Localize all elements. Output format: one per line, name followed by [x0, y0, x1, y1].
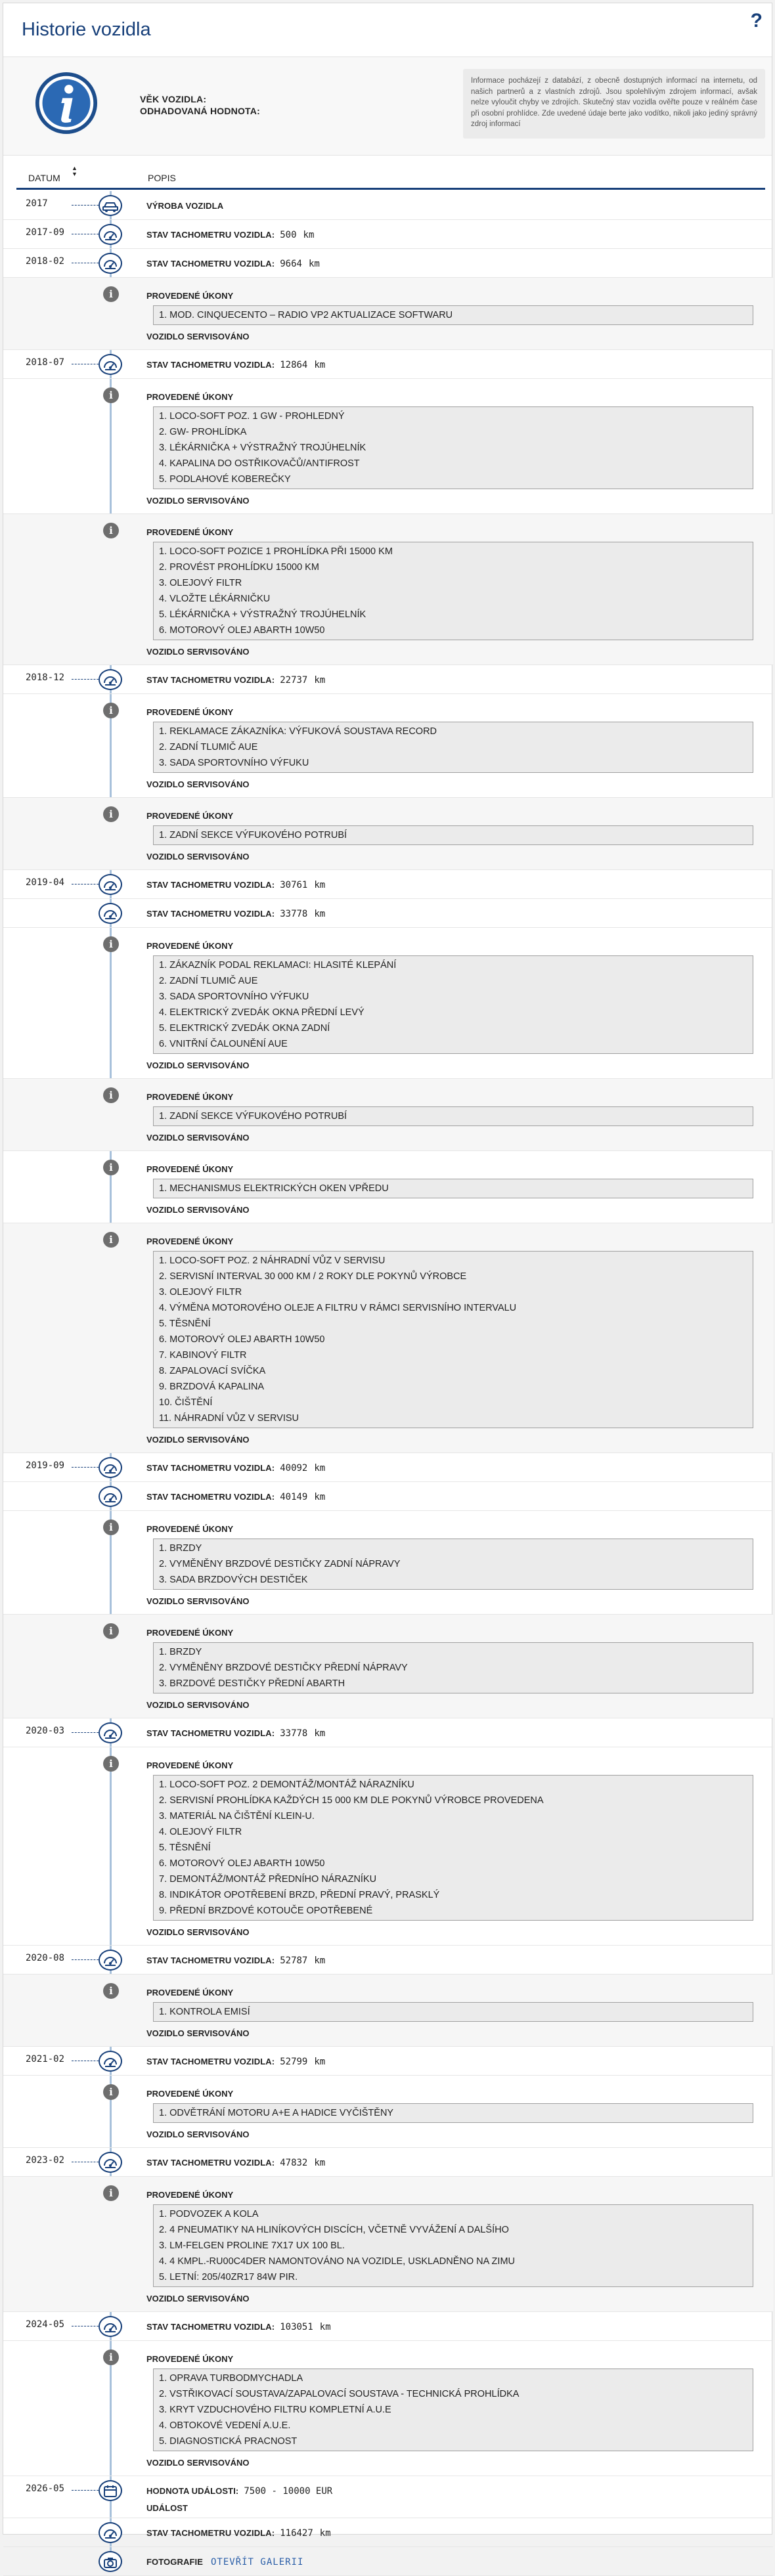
odometer-label: STAV TACHOMETRU VOZIDLA:: [146, 2528, 275, 2538]
odometer-value: 9664: [280, 259, 302, 269]
service-items-list: [153, 305, 753, 325]
service-item: 3. SADA SPORTOVNÍHO VÝFUKU: [159, 758, 309, 768]
sort-icon[interactable]: ▲ ▼: [72, 165, 78, 177]
odometer-value: 116427: [280, 2528, 313, 2539]
service-title: PROVEDENÉ ÚKONY: [146, 527, 234, 537]
service-item: 1. ZADNÍ SEKCE VÝFUKOVÉHO POTRUBÍ: [159, 1111, 347, 1122]
odometer-label: STAV TACHOMETRU VOZIDLA:: [146, 360, 275, 370]
odometer-value: 500: [280, 230, 297, 240]
service-item: 1. LOCO-SOFT POZ. 2 DEMONTÁŽ/MONTÁŽ NÁRAZNÍKU: [159, 1779, 414, 1790]
odometer-unit: km: [314, 1955, 326, 1966]
date-column-header[interactable]: DATUM: [28, 173, 60, 183]
odometer-unit: km: [314, 1463, 326, 1474]
row-content: [146, 908, 760, 919]
service-row: [3, 1223, 773, 1453]
info-icon: i: [103, 1623, 119, 1639]
service-item: 5. DIAGNOSTICKÁ PRACNOST: [159, 2436, 298, 2447]
date-connector: [72, 1959, 102, 1960]
service-footer: VOZIDLO SERVISOVÁNO: [146, 1133, 250, 1143]
service-row: [3, 1079, 773, 1151]
disclaimer-text: Informace pocházejí z databází, z obecně dostupných informací na internetu, od našich partnerů a z vlastních zdrojů. Jsou spolehlivým zdrojem informací, avšak nelze vyloučit chyby ve zdrojích. Skutečný stav vozidla ověřte pouze v reálném čase při osobní prohlídce. Zde uvedené údaje berte jako vodítko, nikoli jako jediný správný zdroj informací: [463, 69, 765, 139]
service-item: 7. KABINOVÝ FILTR: [159, 1350, 247, 1361]
service-items-list: [153, 2103, 753, 2123]
service-item: 1. LOCO-SOFT POZ. 1 GW - PROHLEDNÝ: [159, 411, 345, 422]
odometer-row: [3, 870, 773, 899]
timeline-marker: [99, 1457, 122, 1478]
timeline-marker: [99, 2522, 122, 2543]
service-item: 4. VLOŽTE LÉKÁRNIČKU: [159, 594, 271, 604]
estimated-value-label: ODHADOVANÁ HODNOTA:: [140, 106, 260, 116]
service-item: 9. PŘEDNÍ BRZDOVÉ KOTOUČE OPOTŘEBENÉ: [159, 1906, 373, 1916]
odometer-label: STAV TACHOMETRU VOZIDLA:: [146, 2158, 275, 2168]
service-items-list: [153, 2369, 753, 2451]
odometer-value: 22737: [280, 675, 308, 686]
service-item: 2. GW- PROHLÍDKA: [159, 427, 247, 437]
service-footer: VOZIDLO SERVISOVÁNO: [146, 496, 250, 506]
service-title: PROVEDENÉ ÚKONY: [146, 1092, 234, 1102]
help-icon[interactable]: ?: [750, 10, 763, 32]
service-row: [3, 514, 773, 665]
service-item: 1. ODVĚTRÁNÍ MOTORU A+E A HADICE VYČIŠTĚNY: [159, 2108, 394, 2118]
speedometer-icon: [102, 1490, 118, 1504]
info-icon: i: [103, 1519, 119, 1535]
service-footer: VOZIDLO SERVISOVÁNO: [146, 2294, 250, 2303]
odometer-unit: km: [314, 2158, 326, 2168]
odometer-label: STAV TACHOMETRU VOZIDLA:: [146, 675, 275, 685]
service-row: [3, 1747, 773, 1946]
row-content: [146, 2556, 760, 2567]
timeline-marker: [99, 253, 122, 274]
service-item: 5. PODLAHOVÉ KOBEREČKY: [159, 474, 291, 485]
service-item: 4. ELEKTRICKÝ ZVEDÁK OKNA PŘEDNÍ LEVÝ: [159, 1007, 365, 1018]
event-icon: [102, 2484, 118, 2499]
odometer-value: 12864: [280, 360, 308, 370]
row-content: [146, 1491, 760, 1502]
service-item: 3. OLEJOVÝ FILTR: [159, 1287, 242, 1298]
service-footer: VOZIDLO SERVISOVÁNO: [146, 2129, 250, 2139]
odometer-row: [3, 665, 773, 694]
odometer-label: STAV TACHOMETRU VOZIDLA:: [146, 2057, 275, 2066]
service-footer: VOZIDLO SERVISOVÁNO: [146, 779, 250, 789]
row-content: [146, 359, 760, 370]
info-icon: [35, 72, 98, 135]
service-items-list: [153, 1539, 753, 1590]
info-icon: i: [103, 806, 119, 822]
odometer-value: 52787: [280, 1955, 308, 1966]
odometer-value: 40092: [280, 1463, 308, 1474]
odometer-value: 52799: [280, 2057, 308, 2067]
vehicle-age-label: VĚK VOZIDLA:: [140, 94, 207, 104]
page-title: Historie vozidla: [22, 19, 151, 40]
timeline-marker: [99, 1950, 122, 1971]
service-item: 6. VNITŘNÍ ČALOUNĚNÍ AUE: [159, 1039, 288, 1049]
service-item: 2. VSTŘIKOVACÍ SOUSTAVA/ZAPALOVACÍ SOUSTAVA - TECHNICKÁ PROHLÍDKA: [159, 2389, 520, 2399]
row-content: [146, 1728, 760, 1739]
service-footer: VOZIDLO SERVISOVÁNO: [146, 2458, 250, 2468]
service-item: 1. LOCO-SOFT POZICE 1 PROHLÍDKA PŘI 15000 KM: [159, 546, 393, 557]
timeline-marker: [99, 354, 122, 375]
service-row: [3, 928, 773, 1079]
odometer-unit: km: [314, 360, 326, 370]
row-date: 2023-02: [26, 2155, 65, 2166]
row-content: [146, 2527, 760, 2539]
photos-label: FOTOGRAFIE: [146, 2557, 203, 2567]
service-item: 2. SERVISNÍ PROHLÍDKA KAŽDÝCH 15 000 KM DLE POKYNŮ VÝROBCE PROVEDENA: [159, 1795, 544, 1806]
row-content: [146, 879, 760, 890]
photos-row: [3, 2547, 773, 2576]
row-date: 2024-05: [26, 2319, 65, 2330]
service-title: PROVEDENÉ ÚKONY: [146, 291, 234, 301]
timeline-marker: [99, 2480, 122, 2501]
service-item: 4. KAPALINA DO OSTŘIKOVAČŮ/ANTIFROST: [159, 458, 360, 469]
odometer-unit: km: [314, 1728, 326, 1739]
speedometer-icon: [102, 1954, 118, 1968]
service-title: PROVEDENÉ ÚKONY: [146, 1164, 234, 1174]
date-connector: [72, 1467, 102, 1468]
service-item: 3. LÉKÁRNIČKA + VÝSTRAŽNÝ TROJÚHELNÍK: [159, 443, 366, 453]
service-footer: VOZIDLO SERVISOVÁNO: [146, 1596, 250, 1606]
info-icon: i: [103, 1756, 119, 1772]
service-footer: VOZIDLO SERVISOVÁNO: [146, 1927, 250, 1937]
page: [3, 3, 772, 2567]
speedometer-icon: [102, 673, 118, 688]
odometer-row: [3, 350, 773, 379]
odometer-label: STAV TACHOMETRU VOZIDLA:: [146, 230, 275, 240]
service-footer: VOZIDLO SERVISOVÁNO: [146, 1700, 250, 1710]
info-icon: i: [103, 2185, 119, 2201]
production-label: VÝROBA VOZIDLA: [146, 201, 224, 211]
odometer-row: [3, 899, 773, 928]
service-item: 2. VYMĚNĚNY BRZDOVÉ DESTIČKY ZADNÍ NÁPRAVY: [159, 1559, 401, 1569]
row-content: [146, 2321, 760, 2332]
odometer-row: [3, 1453, 773, 1482]
service-item: 10. ČIŠTĚNÍ: [159, 1397, 213, 1408]
speedometer-icon: [102, 878, 118, 892]
date-connector: [72, 2490, 102, 2491]
service-items-list: [153, 1106, 753, 1126]
row-date: 2018-07: [26, 357, 65, 368]
service-title: PROVEDENÉ ÚKONY: [146, 1524, 234, 1534]
info-icon: i: [103, 387, 119, 403]
service-item: 1. OPRAVA TURBODMYCHADLA: [159, 2373, 303, 2384]
info-icon: i: [103, 2084, 119, 2100]
timeline-marker: [99, 2051, 122, 2072]
odometer-value: 103051: [280, 2322, 313, 2332]
service-row: [3, 379, 773, 514]
service-items-list: [153, 825, 753, 845]
service-item: 3. SADA SPORTOVNÍHO VÝFUKU: [159, 992, 309, 1002]
history-timeline: [3, 191, 773, 2576]
service-row: [3, 1975, 773, 2047]
speedometer-icon: [102, 257, 118, 271]
odometer-value: 30761: [280, 880, 308, 890]
info-icon: i: [103, 2349, 119, 2365]
info-icon: i: [103, 523, 119, 538]
service-footer: VOZIDLO SERVISOVÁNO: [146, 2028, 250, 2038]
speedometer-icon: [102, 228, 118, 242]
timeline-marker: [99, 224, 122, 245]
odometer-row: [3, 2518, 773, 2547]
service-row: [3, 694, 773, 798]
odometer-unit: km: [314, 2057, 326, 2067]
speedometer-icon: [102, 1461, 118, 1475]
row-content: [146, 674, 760, 686]
odometer-unit: km: [308, 259, 320, 269]
info-icon: i: [103, 936, 119, 952]
row-date: 2020-03: [26, 1726, 65, 1736]
service-item: 3. OLEJOVÝ FILTR: [159, 578, 242, 588]
service-row: [3, 2076, 773, 2148]
date-connector: [72, 205, 102, 206]
service-item: 1. MECHANISMUS ELEKTRICKÝCH OKEN VPŘEDU: [159, 1183, 389, 1194]
service-items-list: [153, 1642, 753, 1693]
odometer-unit: km: [314, 1492, 326, 1502]
row-content: [146, 258, 760, 269]
odometer-label: STAV TACHOMETRU VOZIDLA:: [146, 909, 275, 919]
speedometer-icon: [102, 907, 118, 921]
service-title: PROVEDENÉ ÚKONY: [146, 1236, 234, 1246]
odometer-row: [3, 2148, 773, 2177]
service-item: 2. SERVISNÍ INTERVAL 30 000 KM / 2 ROKY DLE POKYNŮ VÝROBCE: [159, 1271, 467, 1282]
odometer-row: [3, 1482, 773, 1511]
service-item: 1. MOD. CINQUECENTO – RADIO VP2 AKTUALIZACE SOFTWARU: [159, 310, 453, 320]
odometer-label: STAV TACHOMETRU VOZIDLA:: [146, 880, 275, 890]
date-connector: [72, 1732, 102, 1733]
service-title: PROVEDENÉ ÚKONY: [146, 1628, 234, 1638]
row-date: 2018-02: [26, 256, 65, 267]
service-item: 4. OBTOKOVÉ VEDENÍ A.U.E.: [159, 2420, 291, 2431]
event-value: 7500 - 10000 EUR: [244, 2486, 333, 2497]
event-type: UDÁLOST: [146, 2503, 188, 2513]
row-content: [146, 2056, 760, 2067]
row-date: 2021-02: [26, 2054, 65, 2064]
service-item: 5. LETNÍ: 205/40ZR17 84W PIR.: [159, 2272, 298, 2282]
table-header: [16, 164, 765, 190]
service-items-list: [153, 1775, 753, 1921]
odometer-label: STAV TACHOMETRU VOZIDLA:: [146, 259, 275, 269]
row-date: 2026-05: [26, 2483, 65, 2494]
service-item: 1. BRZDY: [159, 1647, 202, 1657]
service-row: [3, 1615, 773, 1718]
odometer-unit: km: [314, 880, 326, 890]
service-item: 6. MOTOROVÝ OLEJ ABARTH 10W50: [159, 1858, 325, 1869]
service-item: 2. ZADNÍ TLUMIČ AUE: [159, 976, 258, 986]
service-item: 3. LM-FELGEN PROLINE 7X17 UX 100 BL.: [159, 2240, 345, 2251]
odometer-label: STAV TACHOMETRU VOZIDLA:: [146, 2322, 275, 2332]
service-item: 5. LÉKÁRNIČKA + VÝSTRAŽNÝ TROJÚHELNÍK: [159, 609, 366, 620]
service-item: 1. BRZDY: [159, 1543, 202, 1554]
service-item: 1. REKLAMACE ZÁKAZNÍKA: VÝFUKOVÁ SOUSTAVA RECORD: [159, 726, 437, 737]
timeline-marker: [99, 195, 122, 216]
odometer-value: 40149: [280, 1492, 308, 1502]
info-panel: [3, 57, 772, 156]
info-icon: i: [103, 1232, 119, 1248]
service-item: 4. VÝMĚNA MOTOROVÉHO OLEJE A FILTRU V RÁMCI SERVISNÍHO INTERVALU: [159, 1303, 517, 1313]
service-items-list: [153, 2002, 753, 2022]
service-title: PROVEDENÉ ÚKONY: [146, 941, 234, 951]
service-footer: VOZIDLO SERVISOVÁNO: [146, 1205, 250, 1215]
service-item: 4. 4 KMPL.-RU00C4DER NAMONTOVÁNO NA VOZIDLE, USKLADNĚNO NA ZIMU: [159, 2256, 515, 2267]
service-item: 11. NÁHRADNÍ VŮZ V SERVISU: [159, 1413, 299, 1424]
service-item: 1. KONTROLA EMISÍ: [159, 2007, 250, 2017]
info-icon: i: [103, 1983, 119, 1999]
row-content: [146, 2485, 760, 2513]
timeline-marker: [99, 874, 122, 895]
service-item: 1. ZADNÍ SEKCE VÝFUKOVÉHO POTRUBÍ: [159, 830, 347, 840]
service-item: 3. BRZDOVÉ DESTIČKY PŘEDNÍ ABARTH: [159, 1678, 345, 1689]
timeline-marker: [99, 2152, 122, 2173]
row-date: 2019-04: [26, 877, 65, 888]
service-item: 8. ZAPALOVACÍ SVÍČKA: [159, 1366, 266, 1376]
service-row: [3, 2177, 773, 2312]
service-title: PROVEDENÉ ÚKONY: [146, 811, 234, 821]
date-connector: [72, 679, 102, 680]
odometer-value: 33778: [280, 909, 308, 919]
service-item: 2. PROVÉST PROHLÍDKU 15000 KM: [159, 562, 319, 573]
event-value-label: HODNOTA UDÁLOSTI:: [146, 2486, 239, 2496]
service-item: 9. BRZDOVÁ KAPALINA: [159, 1382, 265, 1392]
service-items-list: [153, 542, 753, 640]
service-item: 6. MOTOROVÝ OLEJ ABARTH 10W50: [159, 1334, 325, 1345]
service-item: 8. INDIKÁTOR OPOTŘEBENÍ BRZD, PŘEDNÍ PRAVÝ, PRASKLÝ: [159, 1890, 440, 1900]
service-footer: VOZIDLO SERVISOVÁNO: [146, 647, 250, 657]
odometer-row: [3, 249, 773, 278]
service-footer: VOZIDLO SERVISOVÁNO: [146, 1435, 250, 1445]
odometer-unit: km: [314, 675, 326, 686]
service-row: [3, 1151, 773, 1223]
service-title: PROVEDENÉ ÚKONY: [146, 1988, 234, 1997]
speedometer-icon: [102, 2156, 118, 2170]
row-date: 2020-08: [26, 1953, 65, 1963]
service-item: 1. PODVOZEK A KOLA: [159, 2209, 259, 2219]
speedometer-icon: [102, 2526, 118, 2541]
row-content: [146, 1462, 760, 1474]
production-row: [3, 191, 773, 220]
service-item: 5. TĚSNĚNÍ: [159, 1843, 211, 1853]
row-content: [146, 2157, 760, 2168]
car-icon: [102, 199, 119, 213]
service-item: 3. KRYT VZDUCHOVÉHO FILTRU KOMPLETNÍ A.U.E: [159, 2405, 391, 2415]
service-row: [3, 2341, 773, 2476]
row-date: 2017: [26, 198, 48, 209]
camera-icon: [102, 2555, 118, 2569]
service-items-list: [153, 1179, 753, 1198]
odometer-row: [3, 2047, 773, 2076]
service-footer: VOZIDLO SERVISOVÁNO: [146, 332, 250, 341]
row-content: [146, 1955, 760, 1966]
service-items-list: [153, 2204, 753, 2287]
service-title: PROVEDENÉ ÚKONY: [146, 392, 234, 402]
service-item: 2. ZADNÍ TLUMIČ AUE: [159, 742, 258, 753]
timeline-marker: [99, 903, 122, 924]
odometer-row: [3, 220, 773, 249]
row-content: [146, 200, 760, 211]
timeline-marker: [99, 669, 122, 690]
service-title: PROVEDENÉ ÚKONY: [146, 2354, 234, 2364]
service-item: 2. 4 PNEUMATIKY NA HLINÍKOVÝCH DISCÍCH, VČETNĚ VYVÁŽENÍ A DALŠÍHO: [159, 2225, 509, 2235]
timeline-marker: [99, 2316, 122, 2337]
info-icon: i: [103, 703, 119, 718]
speedometer-icon: [102, 358, 118, 372]
odometer-label: STAV TACHOMETRU VOZIDLA:: [146, 1492, 275, 1502]
service-row: [3, 278, 773, 350]
odometer-label: STAV TACHOMETRU VOZIDLA:: [146, 1463, 275, 1473]
service-footer: VOZIDLO SERVISOVÁNO: [146, 852, 250, 862]
service-item: 4. OLEJOVÝ FILTR: [159, 1827, 242, 1837]
service-item: 2. VYMĚNĚNY BRZDOVÉ DESTIČKY PŘEDNÍ NÁPRAVY: [159, 1663, 408, 1673]
speedometer-icon: [102, 2055, 118, 2069]
service-item: 3. MATERIÁL NA ČIŠTĚNÍ KLEIN-U.: [159, 1811, 315, 1822]
service-item: 1. LOCO-SOFT POZ. 2 NÁHRADNÍ VŮZ V SERVISU: [159, 1255, 386, 1266]
event-row: [3, 2476, 773, 2518]
odometer-value: 47832: [280, 2158, 308, 2168]
info-icon: i: [103, 1087, 119, 1103]
odometer-value: 33778: [280, 1728, 308, 1739]
service-item: 6. MOTOROVÝ OLEJ ABARTH 10W50: [159, 625, 325, 636]
odometer-unit: km: [319, 2528, 331, 2539]
timeline-marker: [99, 2551, 122, 2572]
service-item: 5. TĚSNĚNÍ: [159, 1319, 211, 1329]
row-date: 2019-09: [26, 1460, 65, 1471]
service-row: [3, 1511, 773, 1615]
service-items-list: [153, 1251, 753, 1428]
service-items-list: [153, 722, 753, 773]
info-icon: i: [103, 1160, 119, 1175]
service-title: PROVEDENÉ ÚKONY: [146, 2089, 234, 2099]
odometer-unit: km: [314, 909, 326, 919]
service-items-list: [153, 955, 753, 1054]
row-date: 2018-12: [26, 672, 65, 683]
speedometer-icon: [102, 1726, 118, 1741]
odometer-row: [3, 2312, 773, 2341]
open-gallery-link[interactable]: OTEVŘÍT GALERII: [210, 2557, 304, 2567]
odometer-label: STAV TACHOMETRU VOZIDLA:: [146, 1955, 275, 1965]
odometer-unit: km: [303, 230, 315, 240]
info-icon: i: [103, 286, 119, 302]
row-content: [146, 229, 760, 240]
timeline-marker: [99, 1722, 122, 1743]
description-column-header: POPIS: [148, 173, 176, 183]
odometer-unit: km: [319, 2322, 331, 2332]
service-items-list: [153, 406, 753, 489]
odometer-row: [3, 1718, 773, 1747]
odometer-label: STAV TACHOMETRU VOZIDLA:: [146, 1728, 275, 1738]
service-title: PROVEDENÉ ÚKONY: [146, 707, 234, 717]
speedometer-icon: [102, 2320, 118, 2334]
service-row: [3, 798, 773, 870]
timeline-marker: [99, 1486, 122, 1507]
service-item: 3. SADA BRZDOVÝCH DESTIČEK: [159, 1575, 308, 1585]
service-title: PROVEDENÉ ÚKONY: [146, 2190, 234, 2200]
service-item: 5. ELEKTRICKÝ ZVEDÁK OKNA ZADNÍ: [159, 1023, 330, 1034]
service-item: 7. DEMONTÁŽ/MONTÁŽ PŘEDNÍHO NÁRAZNÍKU: [159, 1874, 377, 1885]
service-item: 1. ZÁKAZNÍK PODAL REKLAMACI: HLASITÉ KLEPÁNÍ: [159, 960, 397, 971]
service-title: PROVEDENÉ ÚKONY: [146, 1760, 234, 1770]
odometer-row: [3, 1946, 773, 1975]
row-date: 2017-09: [26, 227, 65, 238]
service-footer: VOZIDLO SERVISOVÁNO: [146, 1060, 250, 1070]
header: [3, 3, 772, 57]
